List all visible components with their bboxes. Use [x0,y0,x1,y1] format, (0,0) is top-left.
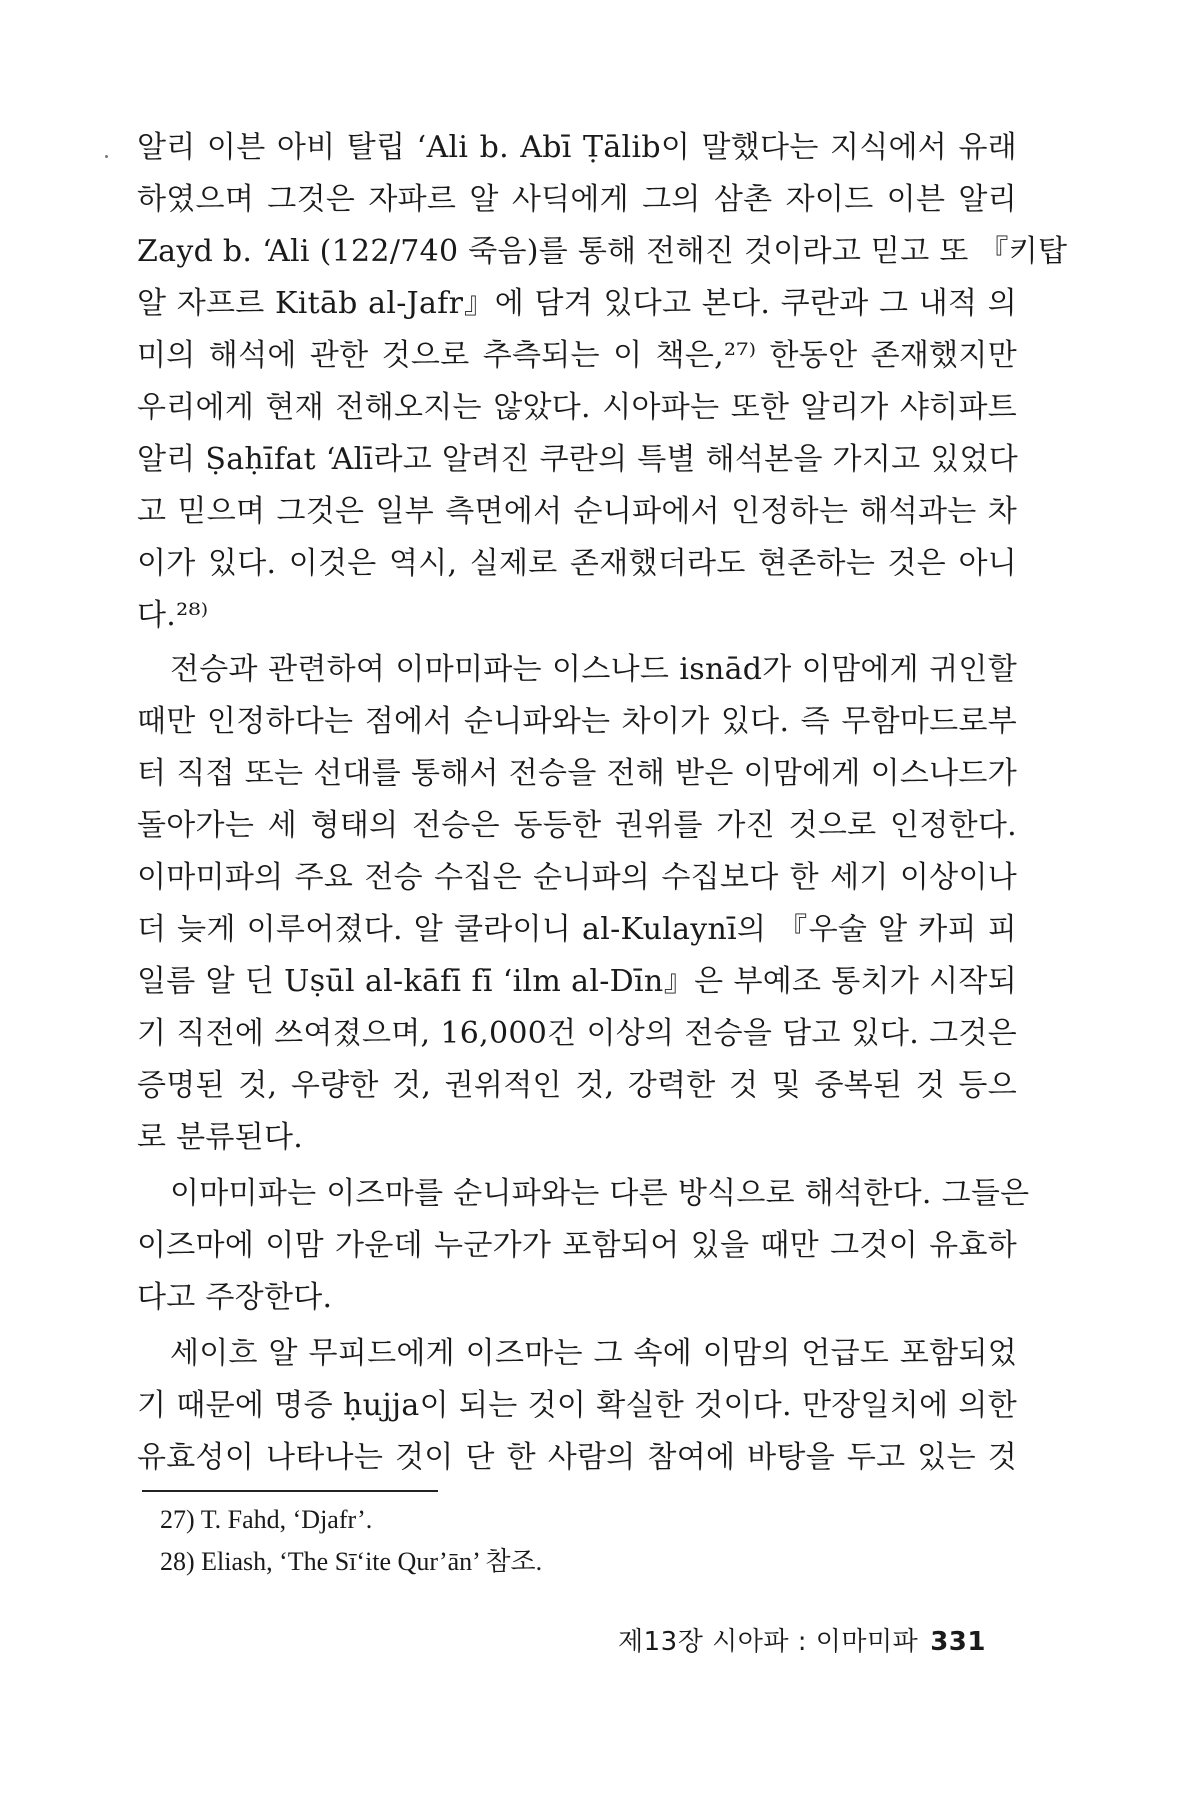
paragraph-first-line: 전승과 관련하여 이마미파는 이스나드 isnād가 이맘에게 귀인할 [170,652,1017,687]
footnote-27: 27) T. Fahd, ‘Djafr’. [160,1505,373,1534]
body-line: 기 때문에 명증 ḥujja이 되는 것이 확실한 것이다. 만장일치에 의한 [137,1388,1017,1423]
body-line: 이즈마에 이맘 가운데 누군가가 포함되어 있을 때만 그것이 유효하 [137,1228,1017,1263]
body-line: 이마미파의 주요 전승 수집은 순니파의 수집보다 한 세기 이상이나 [137,860,1017,895]
body-line: 터 직접 또는 선대를 통해서 전승을 전해 받은 이맘에게 이스나드가 [137,756,1017,791]
body-line: 알 자프르 Kitāb al-Jafr』에 담겨 있다고 본다. 쿠란과 그 내적 의 [137,286,1017,321]
body-line: Zayd b. ‘Ali (122/740 죽음)를 통해 전해진 것이라고 믿고 또 『키탑 [137,234,1068,269]
body-line: 더 늦게 이루어졌다. 알 쿨라이니 al-Kulaynī의 『우술 알 카피 피 [137,912,1017,947]
body-line: 하였으며 그것은 자파르 알 사딕에게 그의 삼촌 자이드 이븐 알리 [137,182,1017,217]
body-line: 알리 Ṣaḥīfat ‘Alī라고 알려진 쿠란의 특별 해석본을 가지고 있었다 [137,442,1019,477]
body-line: 유효성이 나타나는 것이 단 한 사람의 참여에 바탕을 두고 있는 것 [137,1440,1017,1475]
body-line: 돌아가는 세 형태의 전승은 동등한 권위를 가진 것으로 인정한다. [137,808,1017,843]
chapter-title: 제13장 시아파 : 이마미파 [618,1627,919,1657]
body-line: 우리에게 현재 전해오지는 않았다. 시아파는 또한 알리가 샤히파트 [137,390,1017,425]
running-footer [618,1622,986,1662]
footnote-28: 28) Eliash, ‘The Sī‘ite Qur’ān’ 참조. [160,1547,543,1576]
body-line: 일름 알 딘 Uṣūl al-kāfī fī ‘ilm al-Dīn』은 부예조 통치가 시작되 [137,964,1017,999]
body-line: 기 직전에 쓰여졌으며, 16,000건 이상의 전승을 담고 있다. 그것은 [137,1016,1017,1051]
paragraph-first-line: 세이흐 알 무피드에게 이즈마는 그 속에 이맘의 언급도 포함되었 [170,1336,1017,1371]
body-line: 알리 이븐 아비 탈립 ‘Ali b. Abī Ṭālib이 말했다는 지식에서 유래 [137,130,1017,165]
margin-mark [105,155,108,158]
body-line: 로 분류된다. [137,1120,304,1155]
body-line: 다.²⁸⁾ [137,598,209,633]
body-line: 다고 주장한다. [137,1280,333,1315]
paragraph-first-line: 이마미파는 이즈마를 순니파와는 다른 방식으로 해석한다. 그들은 [170,1176,1030,1211]
body-line: 증명된 것, 우량한 것, 권위적인 것, 강력한 것 및 중복된 것 등으 [137,1068,1017,1103]
body-line: 때만 인정하다는 점에서 순니파와는 차이가 있다. 즉 무함마드로부 [137,704,1017,739]
page-number: 331 [930,1627,986,1657]
body-line: 고 믿으며 그것은 일부 측면에서 순니파에서 인정하는 해석과는 차 [137,494,1017,529]
footnote-divider [142,1490,438,1492]
body-line: 미의 해석에 관한 것으로 추측되는 이 책은,²⁷⁾ 한동안 존재했지만 [137,338,1017,373]
body-line: 이가 있다. 이것은 역시, 실제로 존재했더라도 현존하는 것은 아니 [137,546,1017,581]
